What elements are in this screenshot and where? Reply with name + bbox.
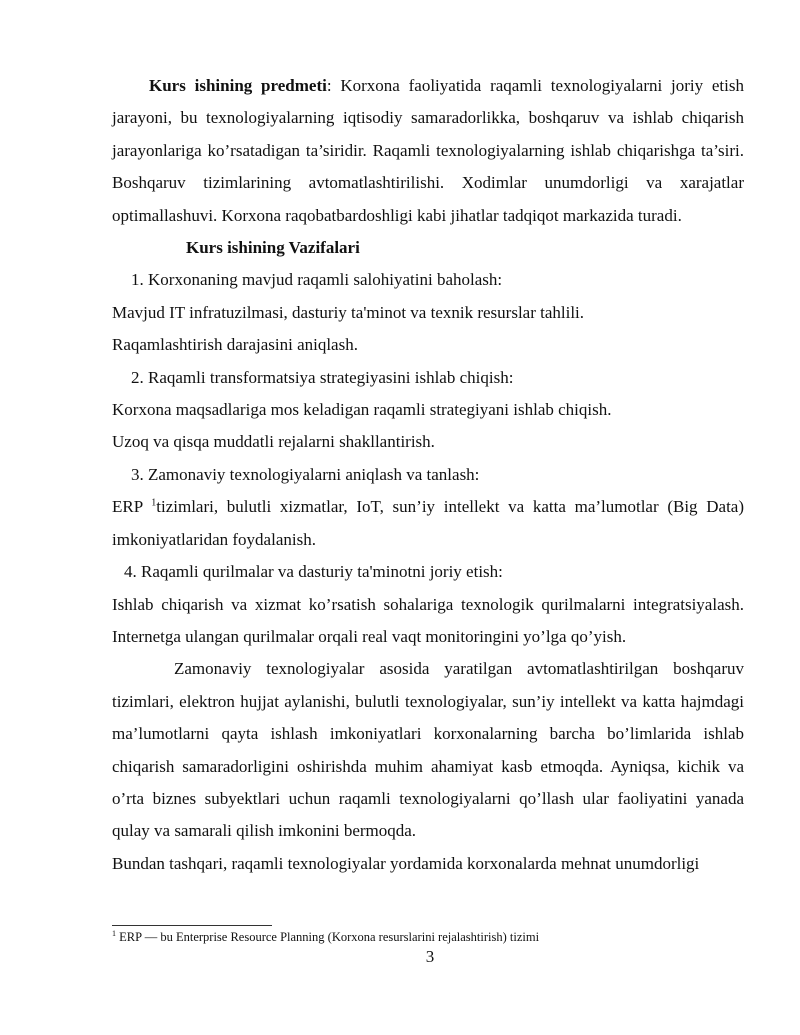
task-3-title: 3. Zamonaviy texnologiyalarni aniqlash va tanlash: — [131, 464, 480, 484]
footnote-text: ERP — bu Enterprise Resource Planning (Korxona resurslarini rejalashtirish) tizimi — [116, 930, 540, 944]
page-number: 3 — [425, 947, 435, 966]
intro-paragraph — [112, 70, 744, 232]
continuation-paragraph: Bundan tashqari, raqamli texnologiyalar yordamida korxonalarda mehnat unumdorligi — [112, 853, 700, 873]
task-4-title: 4. Raqamli qurilmalar va dasturiy ta'minotni joriy etish: — [124, 562, 503, 582]
task-1-line: Mavjud IT infratuzilmasi, dasturiy ta'minot va texnik resurslar tahlili. — [112, 302, 585, 322]
body-text — [112, 70, 744, 880]
intro-label: Kurs ishining predmeti — [149, 76, 327, 95]
task-2-title: 2. Raqamli transformatsiya strategiyasini ishlab chiqish: — [131, 367, 514, 387]
task-4-text: Ishlab chiqarish va xizmat ko’rsatish sohalariga texnologik qurilmalarni integratsiyalash. Internetga ulangan qurilmalar orqali real vaqt monitoringini yo’lga qo’yish. — [112, 594, 744, 646]
footnote-separator — [112, 925, 272, 926]
erp-prefix: ERP — [112, 497, 152, 517]
intro-text: : Korxona faoliyatida raqamli texnologiyalarni joriy etish jarayoni, bu texnologiyalarning iqtisodiy samaradorlikka, boshqaruv va ishlab chiqarish jarayonlariga ko’rsatadigan ta’siridir. Raqamli texnologiyalarning ishlab chiqarishga ta’siri. Boshqaruv tizimlarining avtomatlashtirilishi. Xodimlar unumdorligi va xarajatlar optimallashuvi. Korxona raqobatbardoshligi kabi jihatlar tadqiqot markazida turadi. — [112, 76, 744, 225]
erp-text: tizimlari, bulutli xizmatlar, IoT, sun’iy intellekt va katta ma’lumotlar (Big Data) imkoniyatlaridan foydalanish. — [112, 497, 745, 549]
task-2-line: Uzoq va qisqa muddatli rejalarni shakllantirish. — [112, 432, 435, 452]
task-1-line: Raqamlashtirish darajasini aniqlash. — [112, 335, 358, 355]
task-3-text — [112, 491, 744, 556]
footnote — [112, 929, 752, 945]
modern-tech-paragraph: Zamonaviy texnologiyalar asosida yaratilgan avtomatlashtirilgan boshqaruv tizimlari, elektron hujjat aylanishi, bulutli texnologiyalar, sun’iy intellekt va katta hajmdagi ma’lumotlarni qayta ishlash imkoniyatlari korxonalarning barcha bo’limlarida ishlab chiqarish samaradorligini oshirishda muhim ahamiyat kasb etmoqda. Ayniqsa, kichik va o’rta biznes subyektlari uchun raqamli texnologiyalarni qo’llash ular faoliyatini yanada qulay va samarali qilish imkonini bermoqda. — [112, 659, 744, 841]
task-1-title: 1. Korxonaning mavjud raqamli salohiyatini baholash: — [131, 270, 503, 290]
footnote-reference[interactable]: 1 — [151, 497, 157, 509]
task-2-line: Korxona maqsadlariga mos keladigan raqamli strategiyani ishlab chiqish. — [112, 400, 612, 420]
tasks-heading: Kurs ishining Vazifalari — [186, 238, 360, 258]
footnote-mark: 1 — [112, 928, 116, 938]
